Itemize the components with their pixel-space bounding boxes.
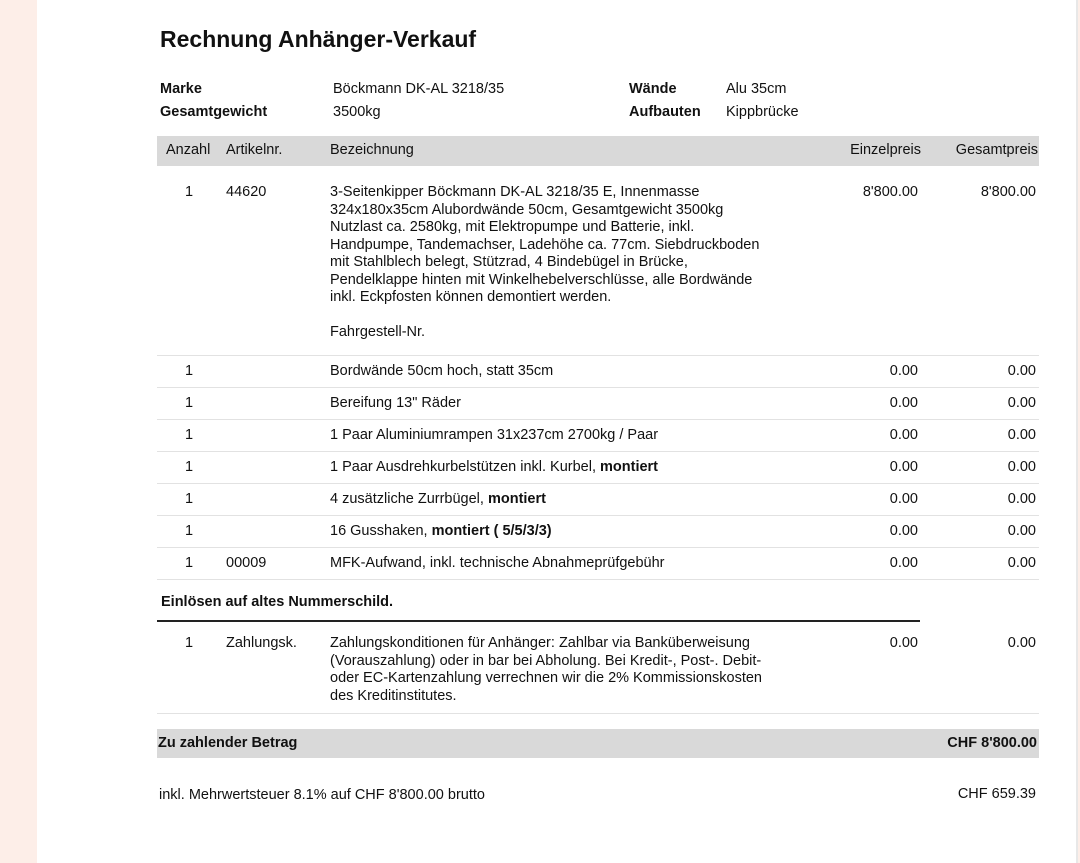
desc-line: 324x180x35cm Alubordwände 50cm, Gesamtgewicht 3500kg [330,201,724,218]
row-gesamtpreis: 0.00 [1007,459,1036,475]
desc-line: Pendelklappe hinten mit Winkelhebelverschlüsse, alle Bordwände [330,271,753,288]
row-description: 1 Paar Ausdrehkurbelstützen inkl. Kurbel, montiert [330,459,659,475]
desc-line: des Kreditinstitutes. [330,687,457,704]
row-divider [157,419,1039,420]
row-gesamtpreis: 0.00 [1007,523,1036,539]
main-qty: 1 [185,184,194,200]
desc-line: (Vorauszahlung) oder in bar bei Abholung. Bei Kredit-, Post-. Debit- [330,652,762,669]
total-amount: CHF 8'800.00 [947,735,1037,751]
row-gesamtpreis: 0.00 [1007,363,1036,379]
row-divider [157,579,1039,580]
row-einzelpreis: 0.00 [889,555,918,571]
main-einzelpreis: 8'800.00 [862,184,918,200]
row-divider [157,547,1039,548]
desc-line: oder EC-Kartenzahlung verrechnen wir die 2% Kommissionskosten [330,670,762,686]
row-divider [157,451,1039,452]
row-qty: 1 [185,363,194,379]
waende-value: Alu 35cm [726,81,787,97]
vat-amount: CHF 659.39 [957,786,1036,802]
row-description: Bordwände 50cm hoch, statt 35cm [330,363,554,379]
row-einzelpreis: 0.00 [889,523,918,539]
row-gesamtpreis: 0.00 [1007,555,1036,571]
main-gesamtpreis: 8'800.00 [980,184,1036,200]
payment-qty: 1 [185,635,194,651]
row-divider [157,515,1039,516]
payment-artikelnr: Zahlungsk. [226,635,297,651]
payment-description [330,635,830,705]
header-bezeichnung: Bezeichnung [330,142,414,158]
row-qty: 1 [185,395,194,411]
payment-gesamtpreis: 0.00 [1007,635,1036,651]
aufbauten-label: Aufbauten [629,104,701,120]
invoice-page [37,0,1078,863]
marke-value: Böckmann DK-AL 3218/35 [333,81,505,97]
aufbauten-value: Kippbrücke [726,104,799,120]
header-anzahl: Anzahl [166,142,211,158]
fahrgestell-label: Fahrgestell-Nr. [330,324,426,340]
page-edge [1076,0,1078,863]
row-qty: 1 [185,427,194,443]
row-description: 4 zusätzliche Zurrbügel, montiert [330,491,546,507]
desc-line: 3-Seitenkipper Böckmann DK-AL 3218/35 E, Innenmasse [330,184,700,200]
payment-einzelpreis: 0.00 [889,635,918,651]
desc-line: inkl. Eckpfosten können demontiert werden. [330,289,612,305]
waende-label: Wände [629,81,677,97]
desc-line: Nutzlast ca. 2580kg, mit Elektropumpe und Batterie, inkl. [330,219,695,235]
gesamtgewicht-label: Gesamtgewicht [160,104,268,120]
table-header [157,136,1039,166]
row-artikelnr: 00009 [226,555,267,571]
row-einzelpreis: 0.00 [889,427,918,443]
section-divider [157,620,920,622]
main-description [330,184,830,307]
row-divider [157,713,1039,714]
row-divider [157,387,1039,388]
main-artikelnr: 44620 [226,184,267,200]
row-gesamtpreis: 0.00 [1007,395,1036,411]
row-qty: 1 [185,555,194,571]
row-einzelpreis: 0.00 [889,395,918,411]
row-qty: 1 [185,459,194,475]
row-gesamtpreis: 0.00 [1007,491,1036,507]
row-description: 16 Gusshaken, montiert ( 5/5/3/3) [330,523,552,539]
row-einzelpreis: 0.00 [889,459,918,475]
row-einzelpreis: 0.00 [889,491,918,507]
page-title: Rechnung Anhänger-Verkauf [160,26,477,52]
header-einzelpreis: Einzelpreis [850,142,921,158]
row-qty: 1 [185,491,194,507]
total-bar [157,729,1039,758]
desc-line: Zahlungskonditionen für Anhänger: Zahlbar via Banküberweisung [330,635,750,651]
license-plate-note: Einlösen auf altes Nummerschild. [161,594,394,610]
row-gesamtpreis: 0.00 [1007,427,1036,443]
header-artikelnr: Artikelnr. [226,142,283,158]
row-description: Bereifung 13" Räder [330,395,461,411]
row-description: 1 Paar Aluminiumrampen 31x237cm 2700kg / Paar [330,427,659,443]
row-divider [157,483,1039,484]
vat-text: inkl. Mehrwertsteuer 8.1% auf CHF 8'800.00 brutto [159,787,485,803]
row-divider [157,355,1039,356]
row-qty: 1 [185,523,194,539]
marke-label: Marke [160,81,202,97]
header-gesamtpreis: Gesamtpreis [955,142,1038,158]
row-einzelpreis: 0.00 [889,363,918,379]
gesamtgewicht-value: 3500kg [333,104,381,120]
total-label: Zu zahlender Betrag [158,735,298,751]
desc-line: mit Stahlblech belegt, Stützrad, 4 Bindebügel in Brücke, [330,254,688,270]
row-description: MFK-Aufwand, inkl. technische Abnahmeprüfgebühr [330,555,665,571]
desc-line: Handpumpe, Tandemachser, Ladehöhe ca. 77cm. Siebdruckboden [330,236,760,253]
